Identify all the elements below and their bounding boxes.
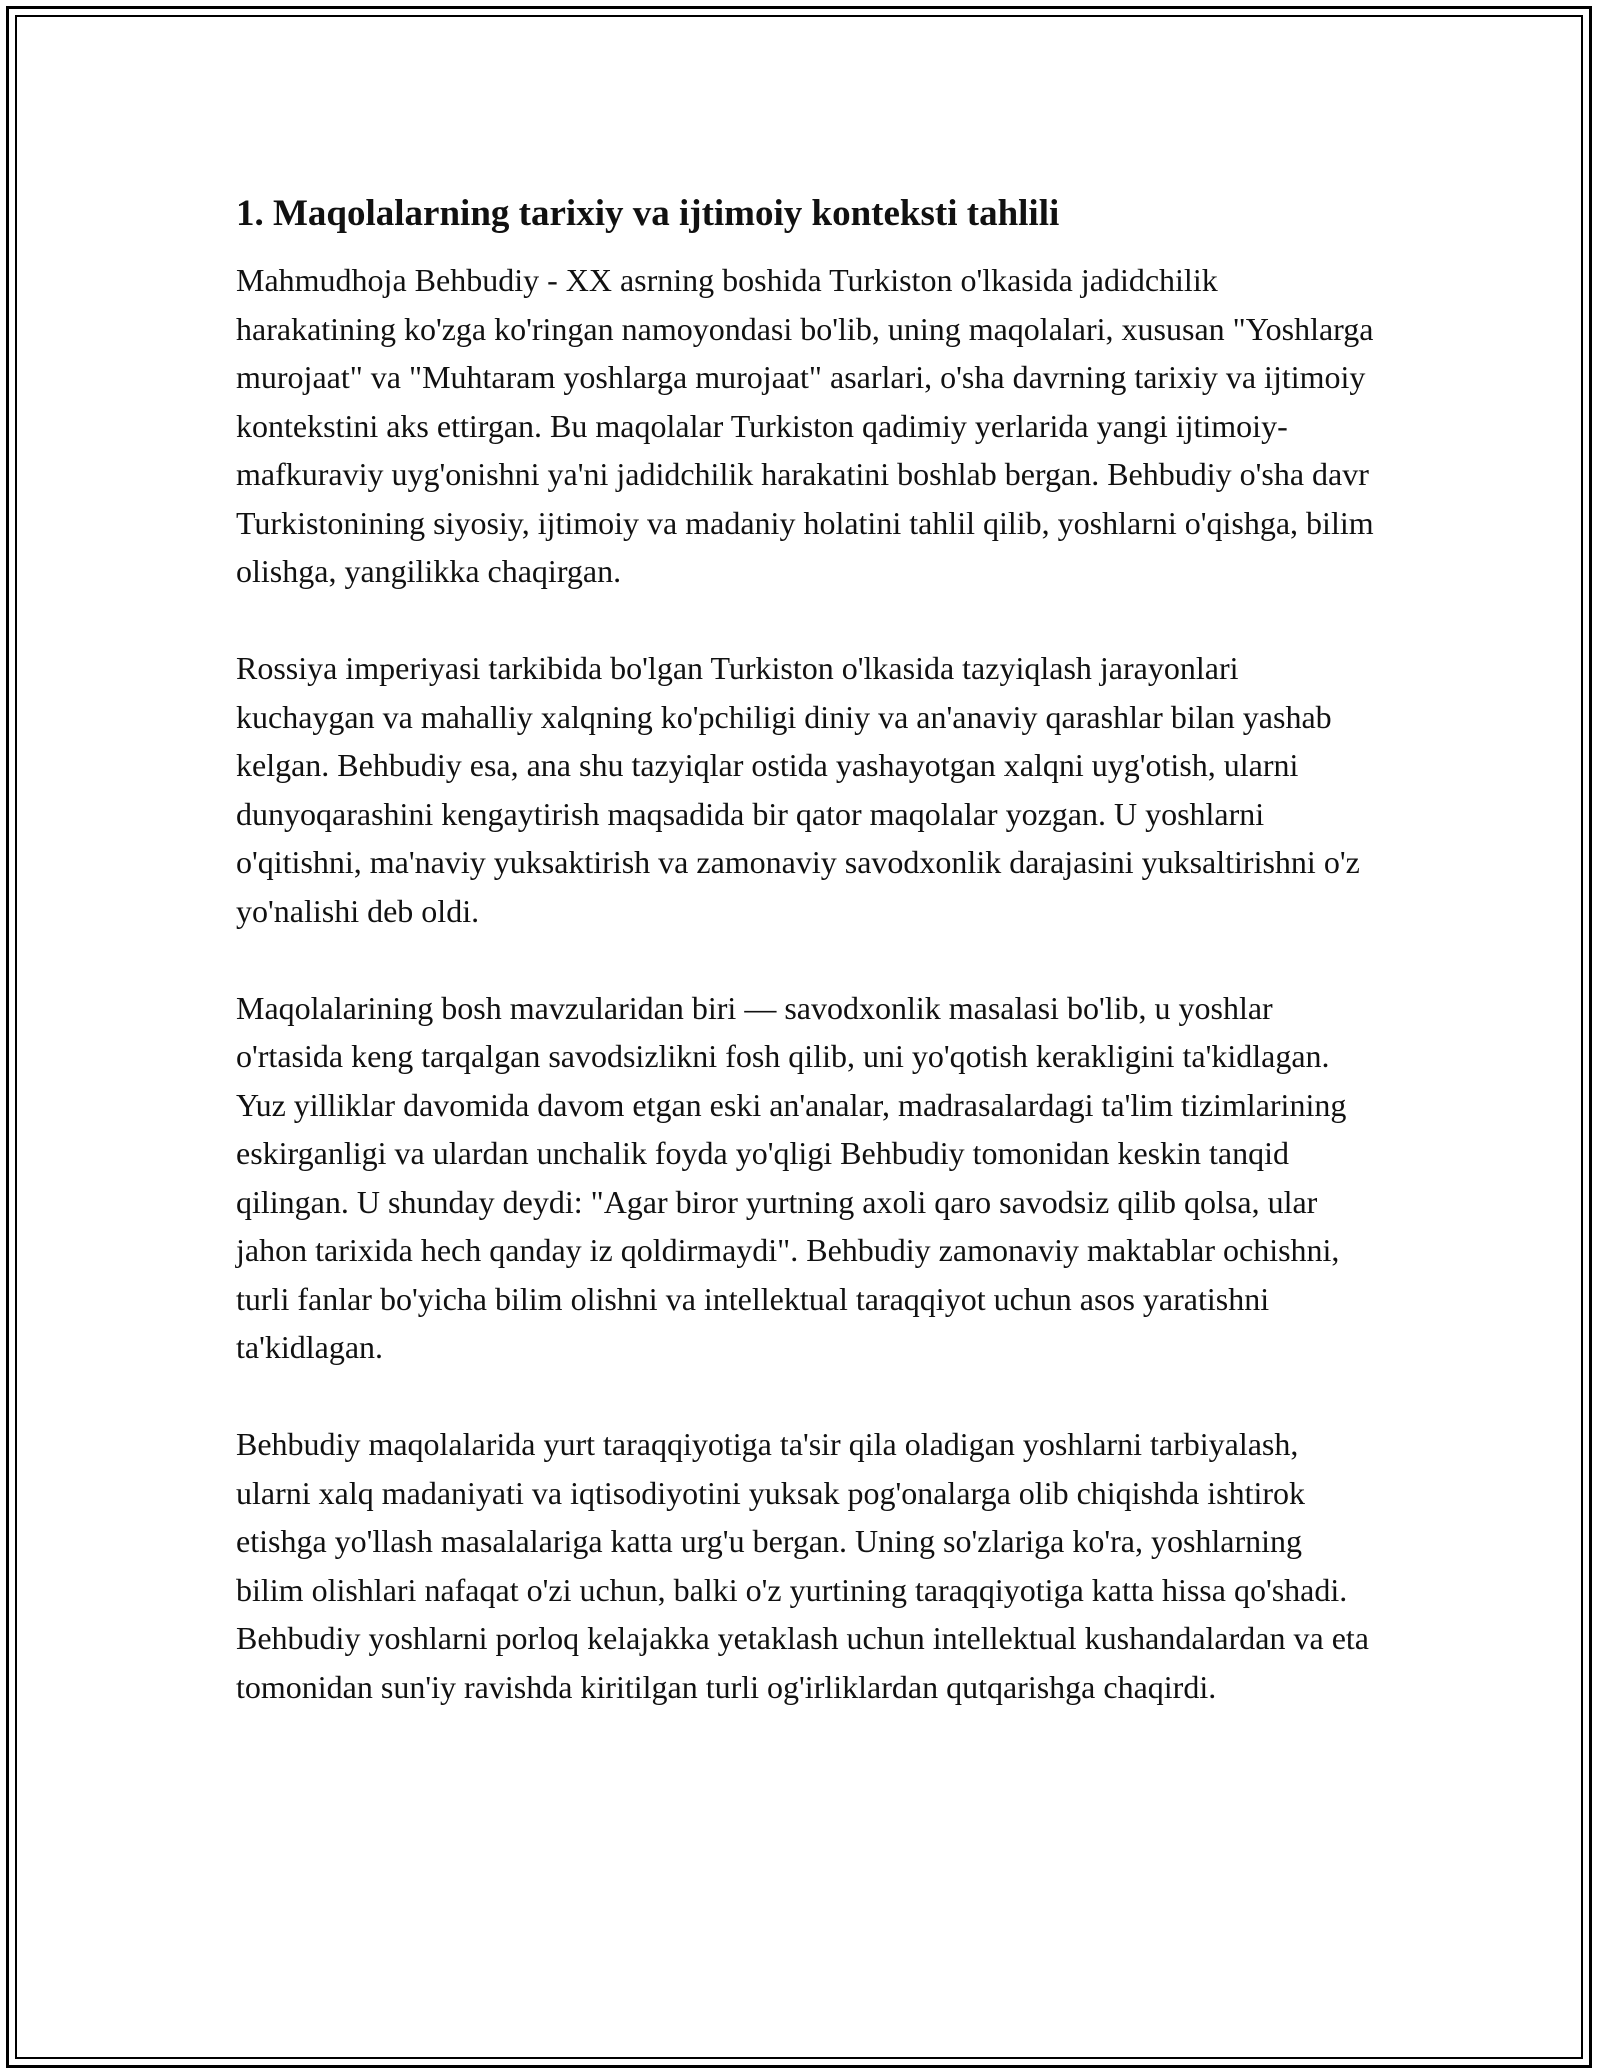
- section-heading: 1. Maqolalarning tarixiy va ijtimoiy konteksti tahlili: [236, 193, 1060, 234]
- paragraph-3: Maqolalarining bosh mavzularidan biri — savodxonlik masalasi bo'lib, u yoshlar o'rtasida keng tarqalgan savodsizlikni fosh qilib, uni yo'qotish kerakligini ta'kidlagan. Yuz yilliklar davomida davom etgan eski an'analar, madrasalardagi ta'lim tizimlarining eskirganligi va ulardan unchalik foyda yo'qligi Behbudiy tomonidan keskin tanqid qilingan. U shunday deydi: "Agar biror yurtning axoli qaro savodsiz qilib qolsa, ular jahon tarixida hech qanday iz qoldirmaydi". Behbudiy zamonaviy maktablar ochishni, turli fanlar bo'yicha bilim olishni va intellektual taraqqiyot uchun asos yaratishni ta'kidlagan.: [236, 989, 1347, 1365]
- document-body: [236, 186, 1376, 1711]
- paragraph-1: Mahmudhoja Behbudiy - XX asrning boshida Turkiston o'lkasida jadidchilik harakatining ko'zga ko'ringan namoyondasi bo'lib, uning maqolalari, xususan "Yoshlarga murojaat" va "Muhtaram yoshlarga murojaat" asarlari, o'sha davrning tarixiy va ijtimoiy kontekstini aks ettirgan. Bu maqolalar Turkiston qadimiy yerlarida yangi ijtimoiy-mafkuraviy uyg'onishni ya'ni jadidchilik harakatini boshlab bergan. Behbudiy o'sha davr Turkistonining siyosiy, ijtimoiy va madaniy holatini tahlil qilib, yoshlarni o'qishga, bilim olishga, yangilikka chaqirgan.: [236, 262, 1374, 589]
- paragraph-2: Rossiya imperiyasi tarkibida bo'lgan Turkiston o'lkasida tazyiqlash jarayonlari kuchaygan va mahalliy xalqning ko'pchiligi diniy va an'anaviy qarashlar bilan yashab kelgan. Behbudiy esa, ana shu tazyiqlar ostida yashayotgan xalqni uyg'otish, ularni dunyoqarashini kengaytirish maqsadida bir qator maqolalar yozgan. U yoshlarni o'qitishni, ma'naviy yuksaktirish va zamonaviy savodxonlik darajasini yuksaltirishni o'z yo'nalishi deb oldi.: [236, 650, 1360, 929]
- paragraph-4: Behbudiy maqolalarida yurt taraqqiyotiga ta'sir qila oladigan yoshlarni tarbiyalash, ularni xalq madaniyati va iqtisodiyotini yuksak pog'onalarga olib chiqishda ishtirok etishga yo'llash masalalariga katta urg'u bergan. Uning so'zlariga ko'ra, yoshlarning bilim olishlari nafaqat o'zi uchun, balki o'z yurtining taraqqiyotiga katta hissa qo'shadi. Behbudiy yoshlarni porloq kelajakka yetaklash uchun intellektual kushandalardan va eta tomonidan sun'iy ravishda kiritilgan turli og'irliklardan qutqarishga chaqirdi.: [236, 1426, 1369, 1705]
